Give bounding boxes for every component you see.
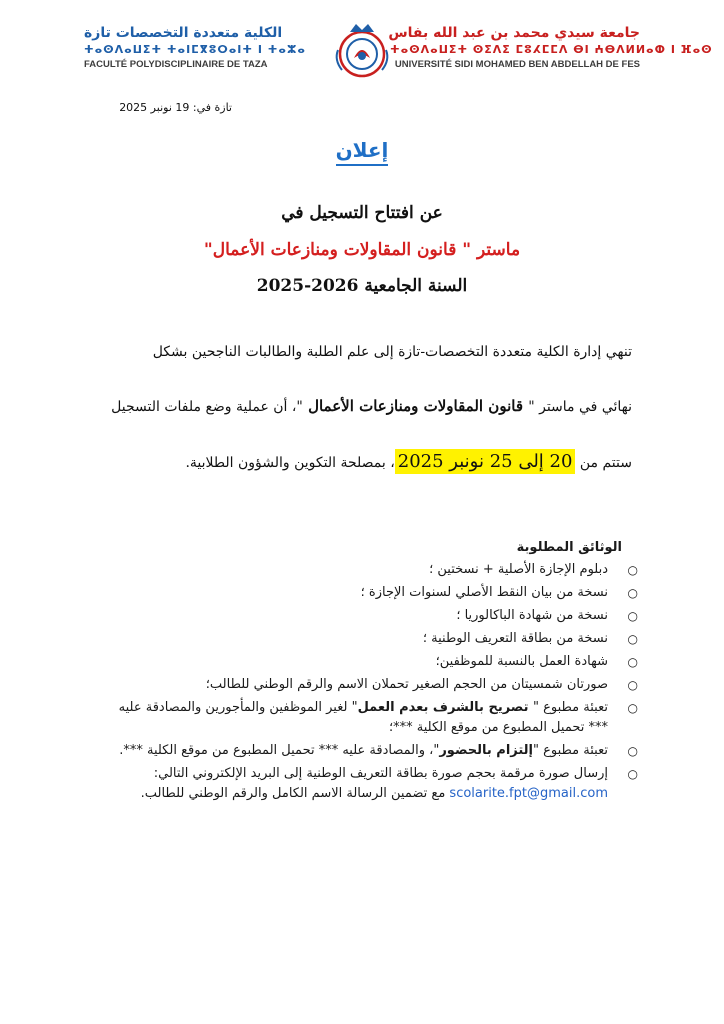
p3-after: ، بمصلحة التكوين والشؤون الطلابية. <box>185 455 395 471</box>
academic-year-line: السنة الجامعية 2026-2025 <box>256 276 468 296</box>
item8-before: تعبئة مطبوع " <box>533 743 608 758</box>
university-name-arabic: جامعة سيدي محمد بن عبد الله بفاس <box>388 25 640 41</box>
list-item: ○ شهادة العمل بالنسبة للموظفين؛ <box>102 652 622 672</box>
item7-before: تعبئة مطبوع " <box>533 700 608 715</box>
list-item: ○ نسخة من بيان النقط الأصلي لسنوات الإجازة ؛ <box>102 583 622 603</box>
university-name-tifinagh: ⵜⴰⵙⴷⴰⵡⵉⵜ ⵙⵉⴷⵉ ⵎⵓⵃⵎⵎⴷ ⴱⵏ ⵄⴱⴷⵍⵍⴰⵀ ⵏ ⴼⴰⵙ <box>390 43 713 56</box>
item9-before: إرسال صورة مرقمة بحجم صورة بطاقة التعريف الوطنية إلى البريد الإلكتروني التالي: <box>153 766 608 781</box>
document-date: تازة في: 19 نونبر 2025 <box>119 101 232 114</box>
university-name-french: UNIVERSITÉ SIDI MOHAMED BEN ABDELLAH DE FES <box>394 59 640 70</box>
notice-title <box>0 138 724 162</box>
body-paragraph-line-1: تنهي إدارة الكلية متعددة التخصصات-تازة إلى علم الطلبة والطالبات الناجحين بشكل <box>152 344 632 360</box>
faculty-name-tifinagh: ⵜⴰⵙⴷⴰⵡⵉⵜ ⵜⴰⵏⵎⴳⵓⵔⴰⵏⵜ ⵏ ⵜⴰⵣⴰ <box>84 43 306 56</box>
university-block <box>388 24 713 72</box>
item8-form-name: إلتزام بالحضور <box>439 743 534 758</box>
required-documents <box>102 540 622 807</box>
list-item: ○ نسخة من شهادة الباكالوريا ؛ <box>102 606 622 626</box>
list-item <box>102 741 622 761</box>
list-item <box>102 764 622 804</box>
body-paragraph-line-3 <box>185 451 632 472</box>
subject-line: عن افتتاح التسجيل في <box>281 203 443 223</box>
p2-before: نهائي في ماستر " <box>528 399 632 415</box>
master-name-line: ماستر " قانون المقاولات ومنازعات الأعمال" <box>203 240 521 260</box>
faculty-name-arabic: الكلية متعددة التخصصات تازة <box>84 25 283 41</box>
contact-email-link[interactable]: scolarite.fpt@gmail.com <box>449 786 608 801</box>
university-emblem-icon <box>330 20 394 84</box>
p2-after: "، أن عملية وضع ملفات التسجيل <box>111 399 303 415</box>
notice-title-text: إعلان <box>336 138 389 166</box>
item7-after: " لغير الموظفين والمأجورين والمصادقة عليه *** تحميل المطبوع من موقع الكلية ***؛ <box>118 700 608 735</box>
list-item: ○ صورتان شمسيتان من الحجم الصغير تحملان الاسم والرقم الوطني للطالب؛ <box>102 675 622 695</box>
p3-before: ستتم من <box>575 455 632 471</box>
faculty-block <box>84 24 334 72</box>
faculty-name-french: FACULTÉ POLYDISCIPLINAIRE DE TAZA <box>84 59 268 70</box>
documents-list <box>102 560 622 804</box>
letterhead <box>84 20 713 88</box>
list-item: ○ نسخة من بطاقة التعريف الوطنية ؛ <box>102 629 622 649</box>
item8-after: "، والمصادقة عليه *** تحميل المطبوع من موقع الكلية ***. <box>119 743 440 758</box>
body-paragraph-line-2 <box>111 397 632 415</box>
item9-after: مع تضمين الرسالة الاسم الكامل والرقم الوطني للطالب. <box>140 786 450 801</box>
p2-master-name: قانون المقاولات ومنازعات الأعمال <box>302 397 529 415</box>
registration-dates-highlight: 20 إلى 25 نونبر 2025 <box>395 449 576 474</box>
item7-form-name: تصريح بالشرف بعدم العمل <box>357 700 534 715</box>
list-item: ○ دبلوم الإجازة الأصلية + نسختين ؛ <box>102 560 622 580</box>
documents-title: الوثائق المطلوبة <box>516 540 622 555</box>
list-item <box>102 698 622 738</box>
